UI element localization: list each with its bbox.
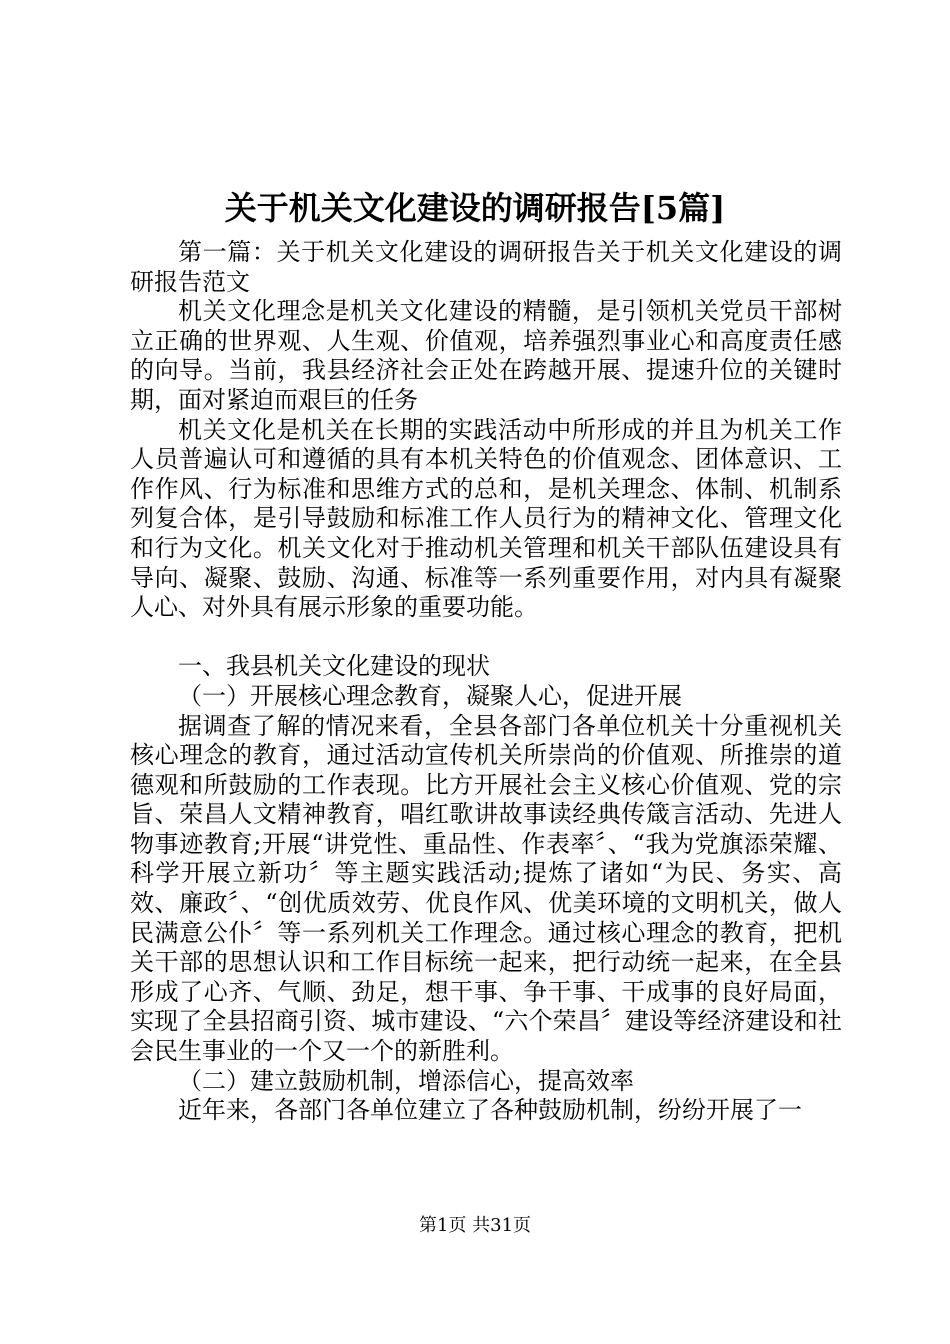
document-title: 关于机关文化建设的调研报告[5篇]: [224, 189, 726, 227]
paragraph-intro: 第一篇：关于机关文化建设的调研报告关于机关文化建设的调研报告范文: [130, 238, 842, 296]
paragraph: 据调查了解的情况来看，全县各部门各单位机关十分重视机关核心理念的教育，通过活动宣传机关所崇尚的价值观、所推崇的道德观和所鼓励的工作表现。比方开展社会主义核心价值观、党的宗旨、荣昌人文精神教育，唱红歌讲故事读经典传箴言活动、先进人物事迹教育;开展“讲党性、重品性、作表率〞、“我为党旗添荣耀、科学开展立新功〞等主题实践活动;提炼了诸如“为民、务实、高效、廉政〞、“创优质效劳、优良作风、优美环境的文明机关，做人民满意公仆〞等一系列机关工作理念。通过核心理念的教育，把机关干部的思想认识和工作目标统一起来，把行动统一起来，在全县形成了心齐、气顺、劲足，想干事、争干事、干成事的良好局面，实现了全县招商引资、城市建设、“六个荣昌〞建设等经济建设和社会民生事业的一个又一个的新胜利。: [130, 711, 842, 1066]
paragraph: 近年来，各部门各单位建立了各种鼓励机制，纷纷开展了一: [178, 1096, 802, 1125]
subsection-heading: （二）建立鼓励机制，增添信心，提高效率: [178, 1066, 634, 1095]
paragraph: 机关文化理念是机关文化建设的精髓，是引领机关党员干部树立正确的世界观、人生观、价值观，培养强烈事业心和高度责任感的向导。当前，我县经济社会正处在跨越开展、提速升位的关键时期，面对紧迫而艰巨的任务: [130, 297, 842, 414]
page-footer: 第1页 共31页: [418, 1215, 532, 1236]
section-heading: 一、我县机关文化建设的现状: [178, 652, 490, 681]
document-body: [130, 238, 842, 1126]
paragraph: 机关文化是机关在长期的实践活动中所形成的并且为机关工作人员普遍认可和遵循的具有本机关特色的价值观念、团体意识、工作作风、行为标准和思维方式的总和，是机关理念、体制、机制系列复合体，是引导鼓励和标准工作人员行为的精神文化、管理文化和行为文化。机关文化对于推动机关管理和机关干部队伍建设具有导向、凝聚、鼓励、沟通、标准等一系列重要作用，对内具有凝聚人心、对外具有展示形象的重要功能。: [130, 415, 842, 622]
subsection-heading: （一）开展核心理念教育，凝聚人心，促进开展: [178, 681, 682, 710]
